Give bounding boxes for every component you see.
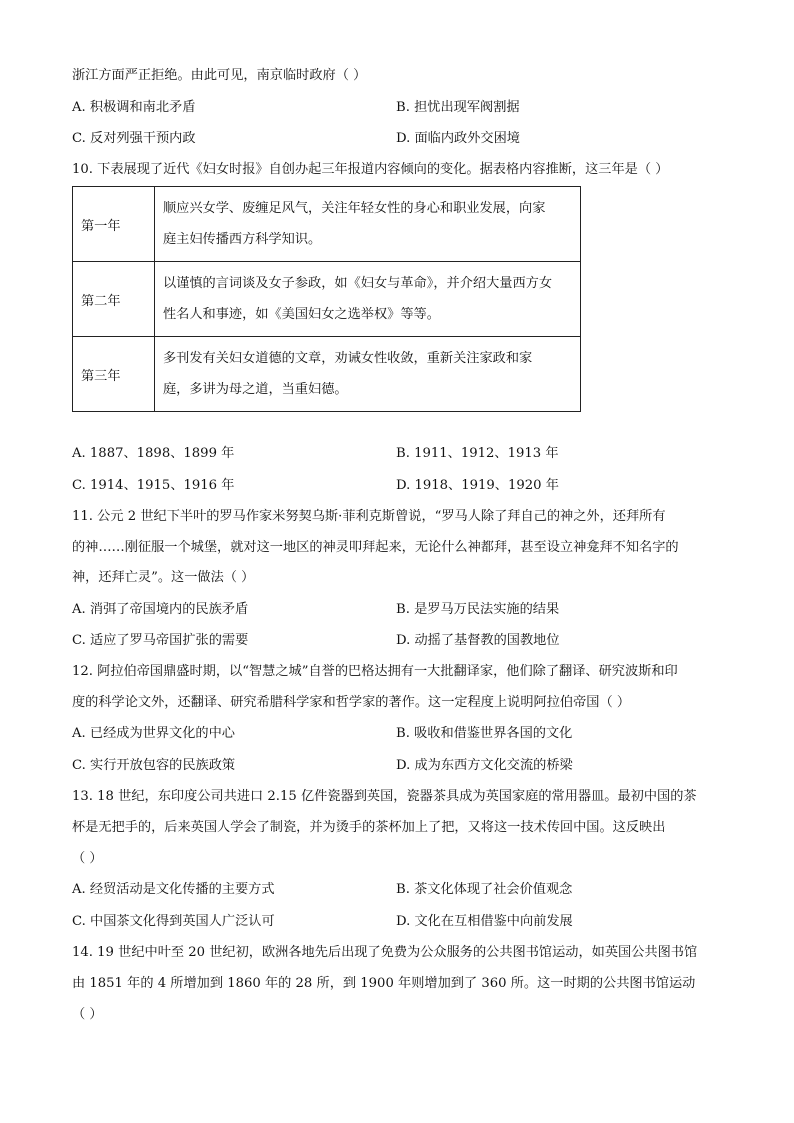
q10-option-c[interactable]: C. 1914、1915、1916 年 — [72, 478, 235, 493]
table-content-cell — [155, 262, 581, 337]
q11-option-d[interactable]: D. 动摇了基督教的国教地位 — [396, 633, 560, 648]
q10-table — [72, 186, 581, 412]
table-row — [73, 262, 581, 337]
q11-options-row-2 — [72, 631, 732, 651]
q12-stem-line-1: 12. 阿拉伯帝国鼎盛时期，以“智慧之城”自誉的巴格达拥有一大批翻译家，他们除了翻译、研究波斯和印 — [72, 664, 678, 679]
q12-option-a[interactable]: A. 已经成为世界文化的中心 — [72, 726, 235, 741]
table-content-cell — [155, 337, 581, 412]
q14-stem-line-1: 14. 19 世纪中叶至 20 世纪初，欧洲各地先后出现了免费为公众服务的公共图书馆运动，如英国公共图书馆 — [72, 945, 698, 960]
q12-option-c[interactable]: C. 实行开放包容的民族政策 — [72, 758, 236, 773]
q11-option-b[interactable]: B. 是罗马万民法实施的结果 — [396, 602, 560, 617]
q9-options-row-2 — [72, 129, 732, 149]
table-row — [73, 337, 581, 412]
q11-option-c[interactable]: C. 适应了罗马帝国扩张的需要 — [72, 633, 249, 648]
q13-option-b[interactable]: B. 茶文化体现了社会价值观念 — [396, 882, 573, 897]
table-content-line: 多刊发有关妇女道德的文章，劝诫女性收敛，重新关注家政和家 — [163, 351, 533, 366]
q10-options-row-1 — [72, 444, 732, 464]
table-year-cell: 第一年 — [73, 187, 155, 262]
q9-option-a[interactable]: A. 积极调和南北矛盾 — [72, 100, 196, 115]
q13-stem-line-2: 杯是无把手的，后来英国人学会了制瓷，并为烫手的茶杯加上了把，又将这一技术传回中国。这反映出 — [72, 820, 666, 835]
q12-options-row-1 — [72, 724, 732, 744]
q13-option-a[interactable]: A. 经贸活动是文化传播的主要方式 — [72, 882, 275, 897]
q10-stem: 10. 下表展现了近代《妇女时报》自创办起三年报道内容倾向的变化。据表格内容推断，这三年是（ ） — [72, 162, 669, 177]
q13-options-row-2 — [72, 912, 732, 932]
q10-options-row-2 — [72, 476, 732, 496]
table-content-line: 庭，多讲为母之道，当重妇德。 — [163, 382, 348, 397]
table-content-line: 以谨慎的言词谈及女子参政，如《妇女与革命》，并介绍大量西方女 — [163, 276, 553, 291]
table-content-line: 顺应兴女学、废缠足风气，关注年轻女性的身心和职业发展，向家 — [163, 201, 546, 216]
q9-option-d[interactable]: D. 面临内政外交困境 — [396, 131, 520, 146]
q12-option-d[interactable]: D. 成为东西方文化交流的桥梁 — [396, 758, 573, 773]
q10-option-d[interactable]: D. 1918、1919、1920 年 — [396, 478, 559, 493]
q11-stem-line-1: 11. 公元 2 世纪下半叶的罗马作家米努契乌斯·菲利克斯曾说，“罗马人除了拜自己的神之外，还拜所有 — [72, 509, 666, 524]
q13-option-c[interactable]: C. 中国茶文化得到英国人广泛认可 — [72, 914, 275, 929]
q13-option-d[interactable]: D. 文化在互相借鉴中向前发展 — [396, 914, 573, 929]
q12-option-b[interactable]: B. 吸收和借鉴世界各国的文化 — [396, 726, 573, 741]
q11-stem-line-3: 神，还拜亡灵”。这一做法（ ） — [72, 570, 255, 585]
q9-options-row-1 — [72, 98, 732, 118]
q10-option-a[interactable]: A. 1887、1898、1899 年 — [72, 446, 235, 461]
table-year-cell: 第三年 — [73, 337, 155, 412]
q9-option-b[interactable]: B. 担忧出现军阀割据 — [396, 100, 520, 115]
table-content-line: 庭主妇传播西方科学知识。 — [163, 232, 322, 247]
q10-option-b[interactable]: B. 1911、1912、1913 年 — [396, 446, 559, 461]
q11-option-a[interactable]: A. 消弭了帝国境内的民族矛盾 — [72, 602, 249, 617]
q11-stem-line-2: 的神……刚征服一个城堡，就对这一地区的神灵叩拜起来，无论什么神都拜，甚至设立神龛拜不知名字的 — [72, 540, 679, 555]
q9-option-c[interactable]: C. 反对列强干预内政 — [72, 131, 196, 146]
q11-options-row-1 — [72, 600, 732, 620]
q13-stem-line-3: （ ） — [72, 851, 103, 866]
q14-stem-line-2: 由 1851 年的 4 所增加到 1860 年的 28 所，到 1900 年则增加到了 360 所。这一时期的公共图书馆运动 — [72, 976, 696, 991]
q14-stem-line-3: （ ） — [72, 1007, 103, 1022]
table-year-cell: 第二年 — [73, 262, 155, 337]
table-content-line: 性名人和事迹，如《美国妇女之选举权》等等。 — [163, 307, 440, 322]
q12-stem-line-2: 度的科学论文外，还翻译、研究希腊科学家和哲学家的著作。这一定程度上说明阿拉伯帝国（ ） — [72, 695, 631, 710]
q13-stem-line-1: 13. 18 世纪，东印度公司共进口 2.15 亿件瓷器到英国，瓷器茶具成为英国家庭的常用器皿。最初中国的茶 — [72, 789, 697, 804]
q13-options-row-1 — [72, 880, 732, 900]
table-row — [73, 187, 581, 262]
table-content-cell — [155, 187, 581, 262]
q12-options-row-2 — [72, 756, 732, 776]
q9-stem-tail: 浙江方面严正拒绝。由此可见，南京临时政府（ ） — [72, 68, 367, 83]
